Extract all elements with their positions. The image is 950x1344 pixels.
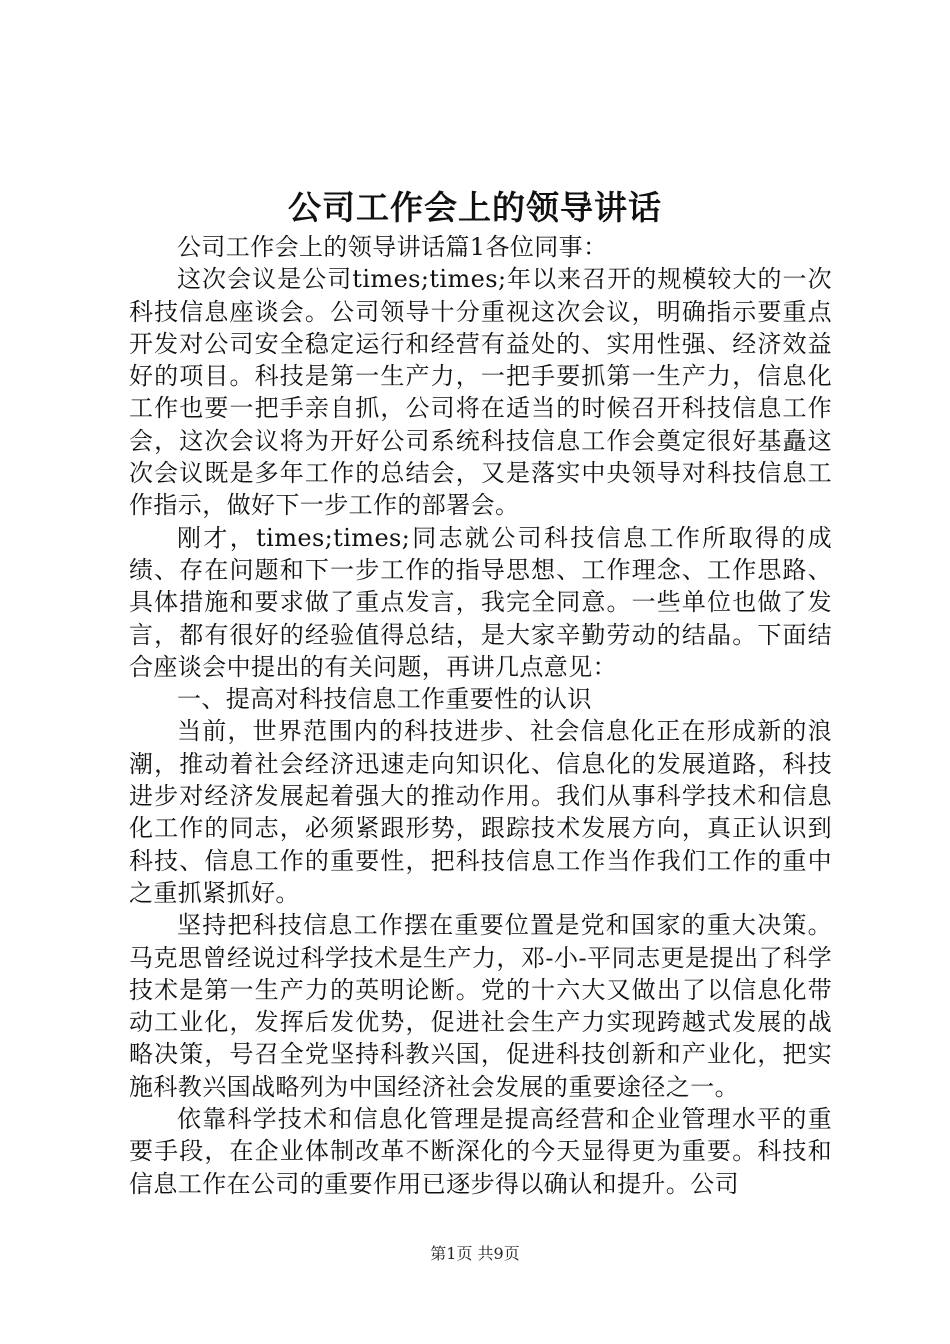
paragraph-agreement: 刚才，times;times;同志就公司科技信息工作所取得的成绩、存在问题和下一步工作的指导思想、工作理念、工作思路、具体措施和要求做了重点发言，我完全同意。一些单位也做了发言，都有很好的经验值得总结，是大家辛勤劳动的结晶。下面结合座谈会中提出的有关问题，再讲几点意见：: [129, 523, 832, 681]
paragraph-policy: 坚持把科技信息工作摆在重要位置是党和国家的重大决策。马克思曾经说过科学技术是生产力，邓-小-平同志更是提出了科学技术是第一生产力的英明论断。党的十六大又做出了以信息化带动工业化，发挥后发优势，促进社会生产力实现跨越式发展的战略决策，号召全党坚持科教兴国，促进科技创新和产业化，把实施科教兴国战略列为中国经济社会发展的重要途径之一。: [129, 911, 832, 1101]
document-body: [129, 231, 832, 1200]
document-title: 公司工作会上的领导讲话: [288, 188, 662, 227]
page-number-footer: 第1页 共9页: [430, 1244, 520, 1263]
paragraph-management: 依靠科学技术和信息化管理是提高经营和企业管理水平的重要手段，在企业体制改革不断深化的今天显得更为重要。科技和信息工作在公司的重要作用已逐步得以确认和提升。公司: [129, 1105, 832, 1198]
paragraph-current-trend: 当前，世界范围内的科技进步、社会信息化正在形成新的浪潮，推动着社会经济迅速走向知识化、信息化的发展道路，科技进步对经济发展起着强大的推动作用。我们从事科学技术和信息化工作的同志，必须紧跟形势，跟踪技术发展方向，真正认识到科技、信息工作的重要性，把科技信息工作当作我们工作的重中之重抓紧抓好。: [129, 717, 832, 907]
paragraph-meeting-intro: 这次会议是公司times;times;年以来召开的规模较大的一次科技信息座谈会。公司领导十分重视这次会议，明确指示要重点开发对公司安全稳定运行和经营有益处的、实用性强、经济效益好的项目。科技是第一生产力，一把手要抓第一生产力，信息化工作也要一把手亲自抓，公司将在适当的时候召开科技信息工作会，这次会议将为开好公司系统科技信息工作会奠定很好基矗这次会议既是多年工作的总结会，又是落实中央领导对科技信息工作指示，做好下一步工作的部署会。: [129, 265, 832, 520]
paragraph-greeting: 公司工作会上的领导讲话篇1各位同事：: [177, 233, 608, 261]
section-heading-one: 一、提高对科技信息工作重要性的认识: [177, 685, 592, 714]
